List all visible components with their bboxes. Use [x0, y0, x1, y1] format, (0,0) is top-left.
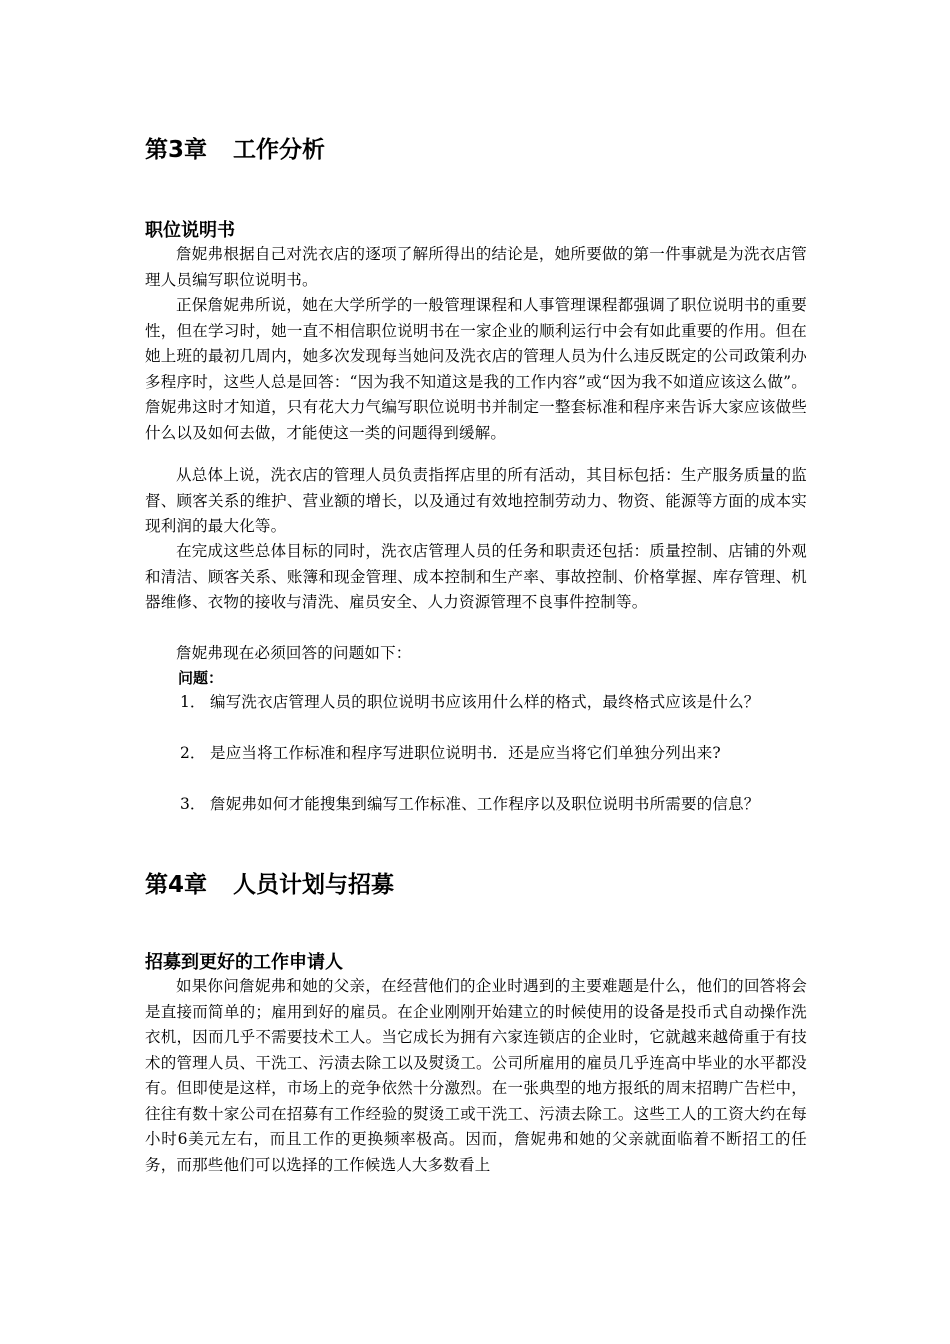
chapter-4-title: 人员计划与招募 [233, 872, 395, 898]
question-number: 1． [180, 693, 206, 711]
question-item [180, 741, 807, 767]
section-recruiting-heading: 招募到更好的工作申请人 [145, 952, 343, 973]
chapter-3-heading [145, 135, 325, 165]
paragraph: 在完成这些总体目标的同时，洗衣店管理人员的任务和职责还包括：质量控制、店铺的外观和清洁、顾客关系、账簿和现金管理、成本控制和生产率、事故控制、价格掌握、库存管理、机器维修、衣物的接收与清洗、雇员安全、人力资源管理不良事件控制等。 [145, 542, 807, 611]
chapter-4-number: 第4章 [145, 872, 208, 898]
questions-label: 问题： [178, 669, 224, 687]
question-text: 编写洗衣店管理人员的职位说明书应该用什么样的格式，最终格式应该是什么？ [210, 693, 760, 711]
paragraph: 从总体上说，洗衣店的管理人员负责指挥店里的所有活动，其目标包括：生产服务质量的监督、顾客关系的维护、营业额的增长，以及通过有效地控制劳动力、物资、能源等方面的成本实现利润的最大化等。 [145, 466, 807, 535]
question-number: 2． [180, 744, 206, 762]
paragraph: 詹妮弗根据自己对洗衣店的逐项了解所得出的结论是，她所要做的第一件事就是为洗衣店管理人员编写职位说明书。 [145, 245, 807, 289]
chapter-3-title: 工作分析 [233, 137, 326, 163]
paragraph: 詹妮弗现在必须回答的问题如下： [176, 644, 412, 662]
question-item [180, 792, 807, 818]
question-text: 是应当将工作标准和程序写进职位说明书．还是应当将它们单独分列出来? [210, 744, 721, 762]
question-text: 詹妮弗如何才能搜集到编写工作标准、工作程序以及职位说明书所需要的信息？ [210, 795, 760, 813]
question-item [180, 690, 807, 716]
chapter-3-number: 第3章 [145, 137, 208, 163]
chapter-4-heading [145, 870, 394, 900]
paragraph: 如果你问詹妮弗和她的父亲，在经营他们的企业时遇到的主要难题是什么，他们的回答将会是直接而简单的；雇用到好的雇员。在企业刚刚开始建立的时候使用的设备是投币式自动操作洗衣机，因而几乎不需要技术工人。当它成长为拥有六家连锁店的企业时，它就越来越倚重于有技术的管理人员、干洗工、污渍去除工以及熨烫工。公司所雇用的雇员几乎连高中毕业的水平都没有。但即使是这样，市场上的竞争依然十分激烈。在一张典型的地方报纸的周末招聘广告栏中，往往有数十家公司在招募有工作经验的熨烫工或干洗工、污渍去除工。这些工人的工资大约在每小时6美元左右，而且工作的更换频率极高。因而，詹妮弗和她的父亲就面临着不断招工的任务，而那些他们可以选择的工作候选人大多数看上 [145, 977, 807, 1174]
section-job-description-heading: 职位说明书 [145, 220, 235, 241]
paragraph: 正保詹妮弗所说，她在大学所学的一般管理课程和人事管理课程都强调了职位说明书的重要性，但在学习时，她一直不相信职位说明书在一家企业的顺利运行中会有如此重要的作用。但在她上班的最初几周内，她多次发现每当她问及洗衣店的管理人员为什么违反既定的公司政策利办多程序时，这些人总是回答：“因为我不知道这是我的工作内容”或“因为我不如道应该这么做”。詹妮弗这时才知道，只有花大力气编写职位说明书并制定一整套标准和程序来告诉大家应该做些什么以及如何去做，才能使这一类的问题得到缓解。 [145, 296, 807, 442]
question-number: 3． [180, 795, 206, 813]
